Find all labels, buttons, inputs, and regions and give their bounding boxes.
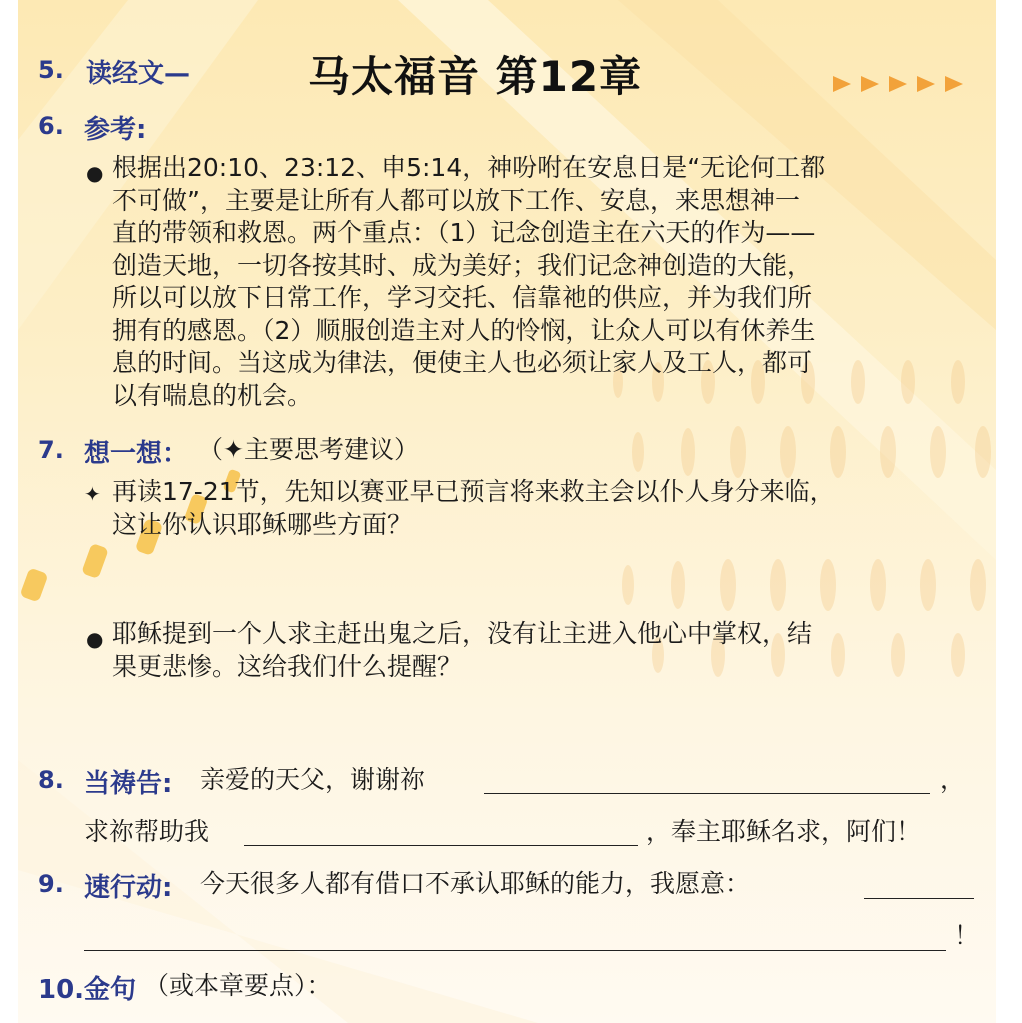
section-10-label: 10.金句: [38, 975, 137, 1005]
section-6-paragraph: [112, 152, 825, 412]
section-9-label: 速行动:: [84, 873, 173, 903]
bullet-icon: ●: [86, 627, 104, 651]
action-blank-1[interactable]: [864, 898, 974, 899]
question-line: 这让你认识耶稣哪些方面？: [112, 509, 413, 539]
bullet-icon: ●: [86, 161, 104, 185]
paragraph-line: 以有喘息的机会。: [112, 380, 313, 410]
action-end: ！: [954, 921, 980, 950]
question-line: 再读17-21节，先知以赛亚早已预言将来救主会以仆人身分来临，: [112, 477, 835, 506]
section-5-number: 5.: [38, 56, 64, 84]
sparkle-icon: ✦: [84, 482, 101, 506]
section-8-label: 当祷告:: [84, 769, 173, 799]
section-5-label: 读经文—: [86, 59, 191, 89]
section-6-number: 6.: [38, 112, 64, 140]
paragraph-line: 直的带领和救恩。两个重点：（1）记念创造主在六天的作为——: [112, 218, 816, 247]
paragraph-line: 根据出20:10、23:12、申5:14，神吩咐在安息日是“无论何工都: [112, 153, 826, 182]
prayer-line-2-end: ，奉主耶稣名求，阿们！: [646, 817, 922, 846]
section-9-number: 9.: [38, 870, 64, 898]
section-7-number: 7.: [38, 436, 64, 464]
section-6-label: 参考:: [84, 115, 147, 145]
prayer-comma: ，: [940, 765, 966, 794]
action-text: 今天很多人都有借口不承认耶稣的能力，我愿意：: [200, 869, 751, 898]
question-1: [112, 476, 835, 541]
question-line: 耶稣提到一个人求主赶出鬼之后，没有让主进入他心中掌权，结: [112, 619, 813, 648]
arrow-decoration-icon: [833, 72, 973, 96]
question-2: [112, 618, 812, 683]
worksheet-page: [18, 0, 996, 1023]
section-7-note: （✦主要思考建议）: [198, 435, 419, 464]
question-line: 果更悲惨。这给我们什么提醒？: [112, 651, 463, 681]
paragraph-line: 所以可以放下日常工作，学习交托、信靠祂的供应，并为我们所: [112, 283, 813, 312]
paragraph-line: 息的时间。当这成为律法，便使主人也必须让家人及工人，都可: [112, 348, 813, 377]
action-blank-2[interactable]: [84, 950, 946, 951]
paragraph-line: 创造天地，一切各按其时、成为美好；我们记念神创造的大能，: [112, 250, 813, 280]
prayer-line-2-start: 求祢帮助我: [84, 817, 210, 846]
section-8-number: 8.: [38, 766, 64, 794]
page-title: 马太福音 第12章: [308, 52, 643, 101]
prayer-blank-2[interactable]: [244, 845, 638, 846]
prayer-blank-1[interactable]: [484, 793, 930, 794]
paragraph-line: 不可做”，主要是让所有人都可以放下工作、安息，来思想神一: [112, 185, 800, 215]
section-10-note: （或本章要点）：: [144, 971, 332, 1000]
prayer-line-1: 亲爱的天父，谢谢祢: [200, 765, 426, 794]
section-7-label: 想一想：: [84, 439, 189, 469]
paragraph-line: 拥有的感恩。（2）顺服创造主对人的怜悯，让众人可以有休养生: [112, 315, 816, 345]
